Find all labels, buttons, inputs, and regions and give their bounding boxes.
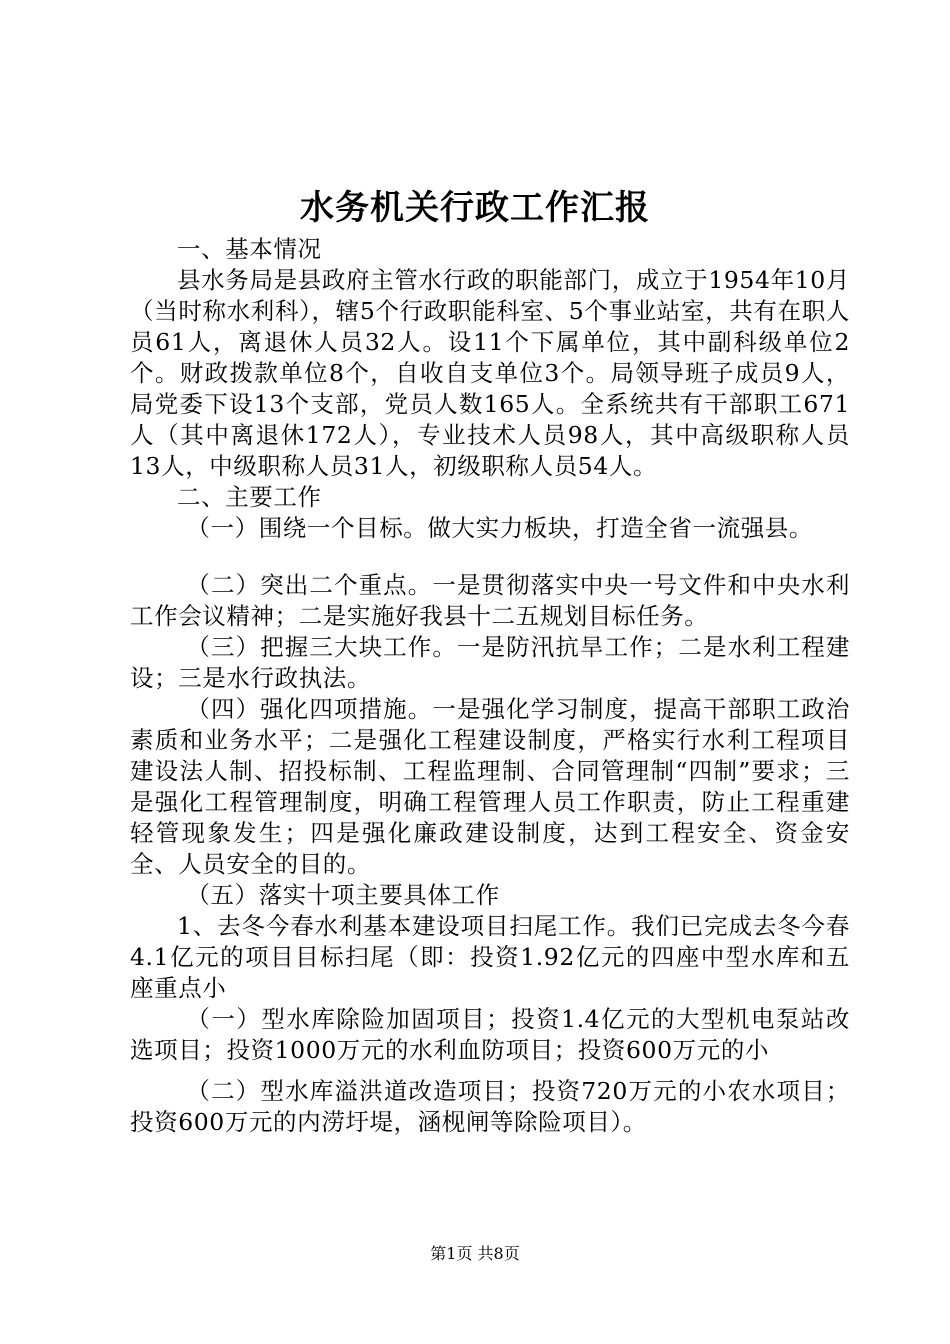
- paragraph-spacer: [130, 1066, 850, 1076]
- section-heading-main-work: 二、主要工作: [177, 483, 322, 511]
- paragraph-item-5-heading: （五）落实十项主要具体工作: [186, 881, 500, 909]
- section-heading-basic-info: 一、基本情况: [177, 235, 322, 263]
- paragraph-spacer: [130, 544, 850, 570]
- paragraph-item-3: （三）把握三大块工作。一是防汛抗旱工作；二是水利工程建设；三是水行政执法。: [130, 633, 850, 692]
- paragraph-item-1: （一）围绕一个目标。做大实力板块，打造全省一流强县。: [186, 514, 813, 542]
- document-title: 水务机关行政工作汇报: [300, 188, 650, 228]
- paragraph-task-1: 1、去冬今春水利基本建设项目扫尾工作。我们已完成去冬今春4.1亿元的项目目标扫尾（即：投资1.92亿元的四座中型水库和五座重点小: [130, 912, 850, 1002]
- paragraph-item-2: （二）突出二个重点。一是贯彻落实中央一号文件和中央水利工作会议精神；二是实施好我县十二五规划目标任务。: [130, 571, 850, 630]
- paragraph-task-1-cont-b: （二）型水库溢洪道改造项目；投资720万元的小农水项目；投资600万元的内涝圩堤，涵枧闸等除险项目）。: [130, 1077, 850, 1136]
- paragraph-task-1-cont-a: （一）型水库除险加固项目；投资1.4亿元的大型机电泵站改选项目；投资1000万元的水利血防项目；投资600万元的小: [130, 1005, 850, 1064]
- page-number-footer: 第1页 共8页: [430, 1244, 520, 1263]
- paragraph-basic-info: 县水务局是县政府主管水行政的职能部门，成立于1954年10月（当时称水利科），辖5个行政职能科室、5个事业站室，共有在职人员61人，离退休人员32人。设11个下属单位，其中副科级单位2个。财政拨款单位8个，自收自支单位3个。局领导班子成员9人，局党委下设13个支部，党员人数165人。全系统共有干部职工671人（其中离退休172人），专业技术人员98人，其中高级职称人员13人，中级职称人员31人，初级职称人员54人。: [130, 266, 850, 480]
- document-body: [130, 234, 850, 1138]
- paragraph-item-4: （四）强化四项措施。一是强化学习制度，提高干部职工政治素质和业务水平；二是强化工程建设制度，严格实行水利工程项目建设法人制、招投标制、工程监理制、合同管理制“四制”要求；三是强化工程管理制度，明确工程管理人员工作职责，防止工程重建轻管现象发生；四是强化廉政建设制度，达到工程安全、资金安全、人员安全的目的。: [130, 695, 850, 878]
